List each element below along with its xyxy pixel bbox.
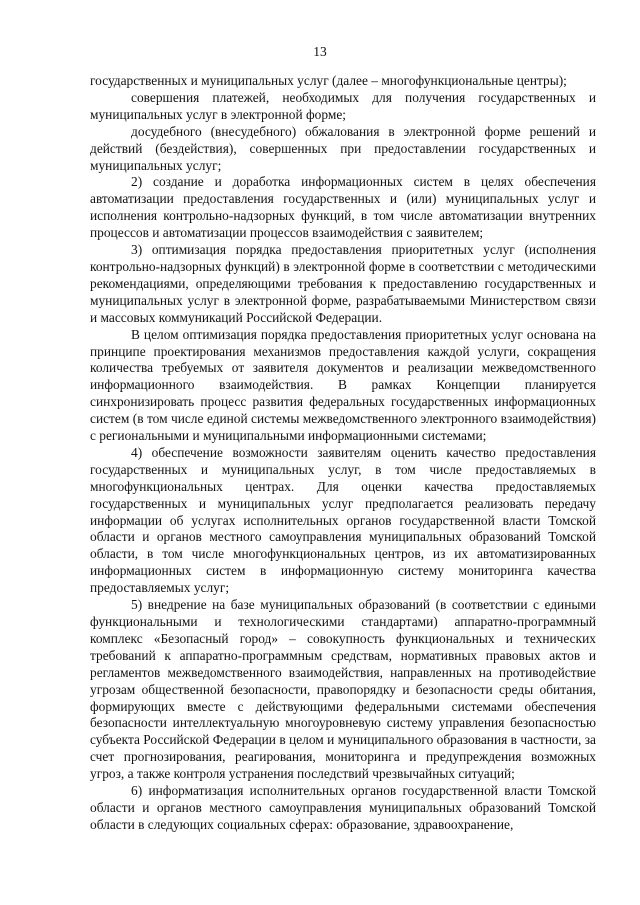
paragraph-appeals: досудебного (внесудебного) обжалования в электронной форме решений и действий (бездействия), совершенных при предоставлении государственных и муниципальных услуг; <box>90 123 596 173</box>
paragraph-item-6: 6) информатизация исполнительных органов государственной власти Томской области и органов местного самоуправления муниципальных образований Томской области в следующих социальных сферах: образование, здравоохранение, <box>90 783 596 832</box>
paragraph-item-4: 4) обеспечение возможности заявителям оценить качество предоставления государственных и муниципальных услуг, в том числе предоставляемых в многофункциональных центрах. Для оценки качества предоставляемых государственных и муниципальных услуг предполагается реализовать передачу информации об услугах исполнительных органов государственной власти Томской области и органов местного самоуправления муниципальных образований Томской области, в том числе многофункциональных центров, из их автоматизированных информационных систем в информационную систему мониторинга качества предоставляемых услуг; <box>90 444 596 596</box>
document-body <box>90 73 596 834</box>
paragraph-item-2: 2) создание и доработка информационных систем в целях обеспечения автоматизации предоставления государственных и (или) муниципальных услуг и исполнения контрольно-надзорных функций, в том числе автоматизации внутренних процессов и автоматизации процессов взаимодействия с заявителем; <box>90 174 596 241</box>
paragraph-continuation: государственных и муниципальных услуг (далее – многофункциональные центры); <box>90 73 567 88</box>
paragraph-optimization: В целом оптимизация порядка предоставления приоритетных услуг основана на принципе проектирования механизмов предоставления каждой услуги, сокращения количества требуемых от заявителя документов и реализации межведомственного информационного взаимодействия. В рамках Концепции планируется синхронизировать процесс развития федеральных государственных информационных систем (в том числе единой системы межведомственного электронного взаимодействия) с региональными и муниципальными информационными системами; <box>90 326 596 444</box>
paragraph-payments: совершения платежей, необходимых для получения государственных и муниципальных услуг в электронной форме; <box>90 89 596 122</box>
paragraph-item-5: 5) внедрение на базе муниципальных образований (в соответствии с едиными функциональными и технологическими стандартами) аппаратно-программный комплекс «Безопасный город» – совокупность функциональных и технических требований к аппаратно-программным средствам, нормативных правовых актов и регламентов межведомственного взаимодействия, направленных на противодействие угрозам общественной безопасности, правопорядку и безопасности среды обитания, формирующих вместе с действующими федеральными системами обеспечения безопасности интеллектуальную многоуровневую систему управления безопасностью субъекта Российской Федерации в целом и муниципального образования в частности, за счет прогнозирования, реагирования, мониторинга и предупреждения возможных угроз, а также контроля устранения последствий чрезвычайных ситуаций; <box>90 597 596 782</box>
page-number: 13 <box>313 44 327 59</box>
paragraph-item-3: 3) оптимизация порядка предоставления приоритетных услуг (исполнения контрольно-надзорных функций) в электронной форме в соответствии с методическими рекомендациями, определяющими требования к предоставлению государственных и муниципальных услуг в электронной форме, разрабатываемыми Министерством связи и массовых коммуникаций Российской Федерации. <box>90 242 596 325</box>
